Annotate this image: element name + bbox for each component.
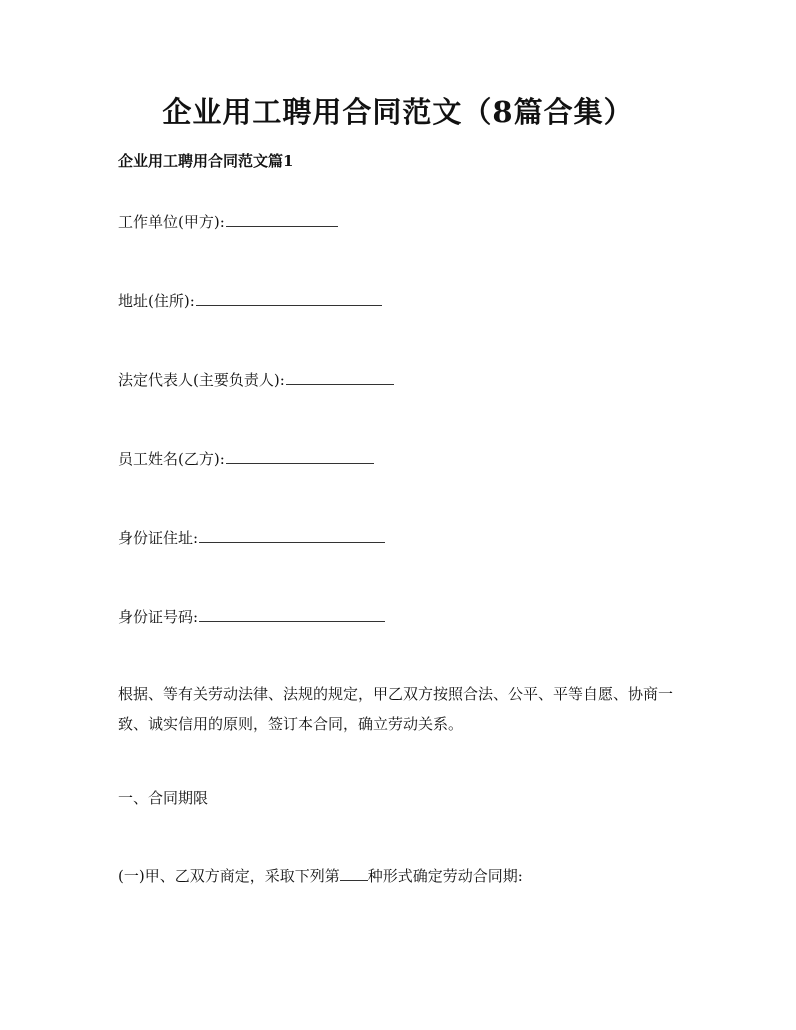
intro-paragraph: 根据、等有关劳动法律、法规的规定，甲乙双方按照合法、公平、平等自愿、协商一致、诚实信用的原则，签订本合同，确立劳动关系。 xyxy=(118,685,674,733)
clause-item-1-blank xyxy=(340,879,368,881)
field-employee-name-blank xyxy=(226,462,374,464)
field-legal-representative-blank xyxy=(286,383,394,385)
field-id-number xyxy=(118,606,385,627)
section-heading: 企业用工聘用合同范文篇1 xyxy=(118,152,294,170)
clause-item-1 xyxy=(118,865,523,886)
clause-item-1-prefix: (一)甲、乙双方商定，采取下列第 xyxy=(118,867,340,885)
clause-heading: 一、合同期限 xyxy=(118,789,209,807)
field-address-label: 地址(住所): xyxy=(118,292,195,310)
field-legal-representative xyxy=(118,369,394,390)
clause-item-1-suffix: 种形式确定劳动合同期: xyxy=(367,867,523,885)
field-address xyxy=(118,290,382,311)
field-address-blank xyxy=(196,304,382,306)
field-employee-name xyxy=(118,448,374,469)
field-employer xyxy=(118,211,338,232)
field-id-address-label: 身份证住址: xyxy=(118,529,199,547)
field-id-address xyxy=(118,527,385,548)
field-employer-blank xyxy=(226,225,338,227)
field-employee-name-label: 员工姓名(乙方): xyxy=(118,450,225,468)
field-id-number-blank xyxy=(199,620,385,622)
field-employer-label: 工作单位(甲方): xyxy=(118,213,225,231)
field-id-address-blank xyxy=(199,541,385,543)
field-legal-representative-label: 法定代表人(主要负责人): xyxy=(118,371,285,389)
document-title: 企业用工聘用合同范文（8篇合集） xyxy=(162,95,634,129)
field-id-number-label: 身份证号码: xyxy=(118,608,199,626)
